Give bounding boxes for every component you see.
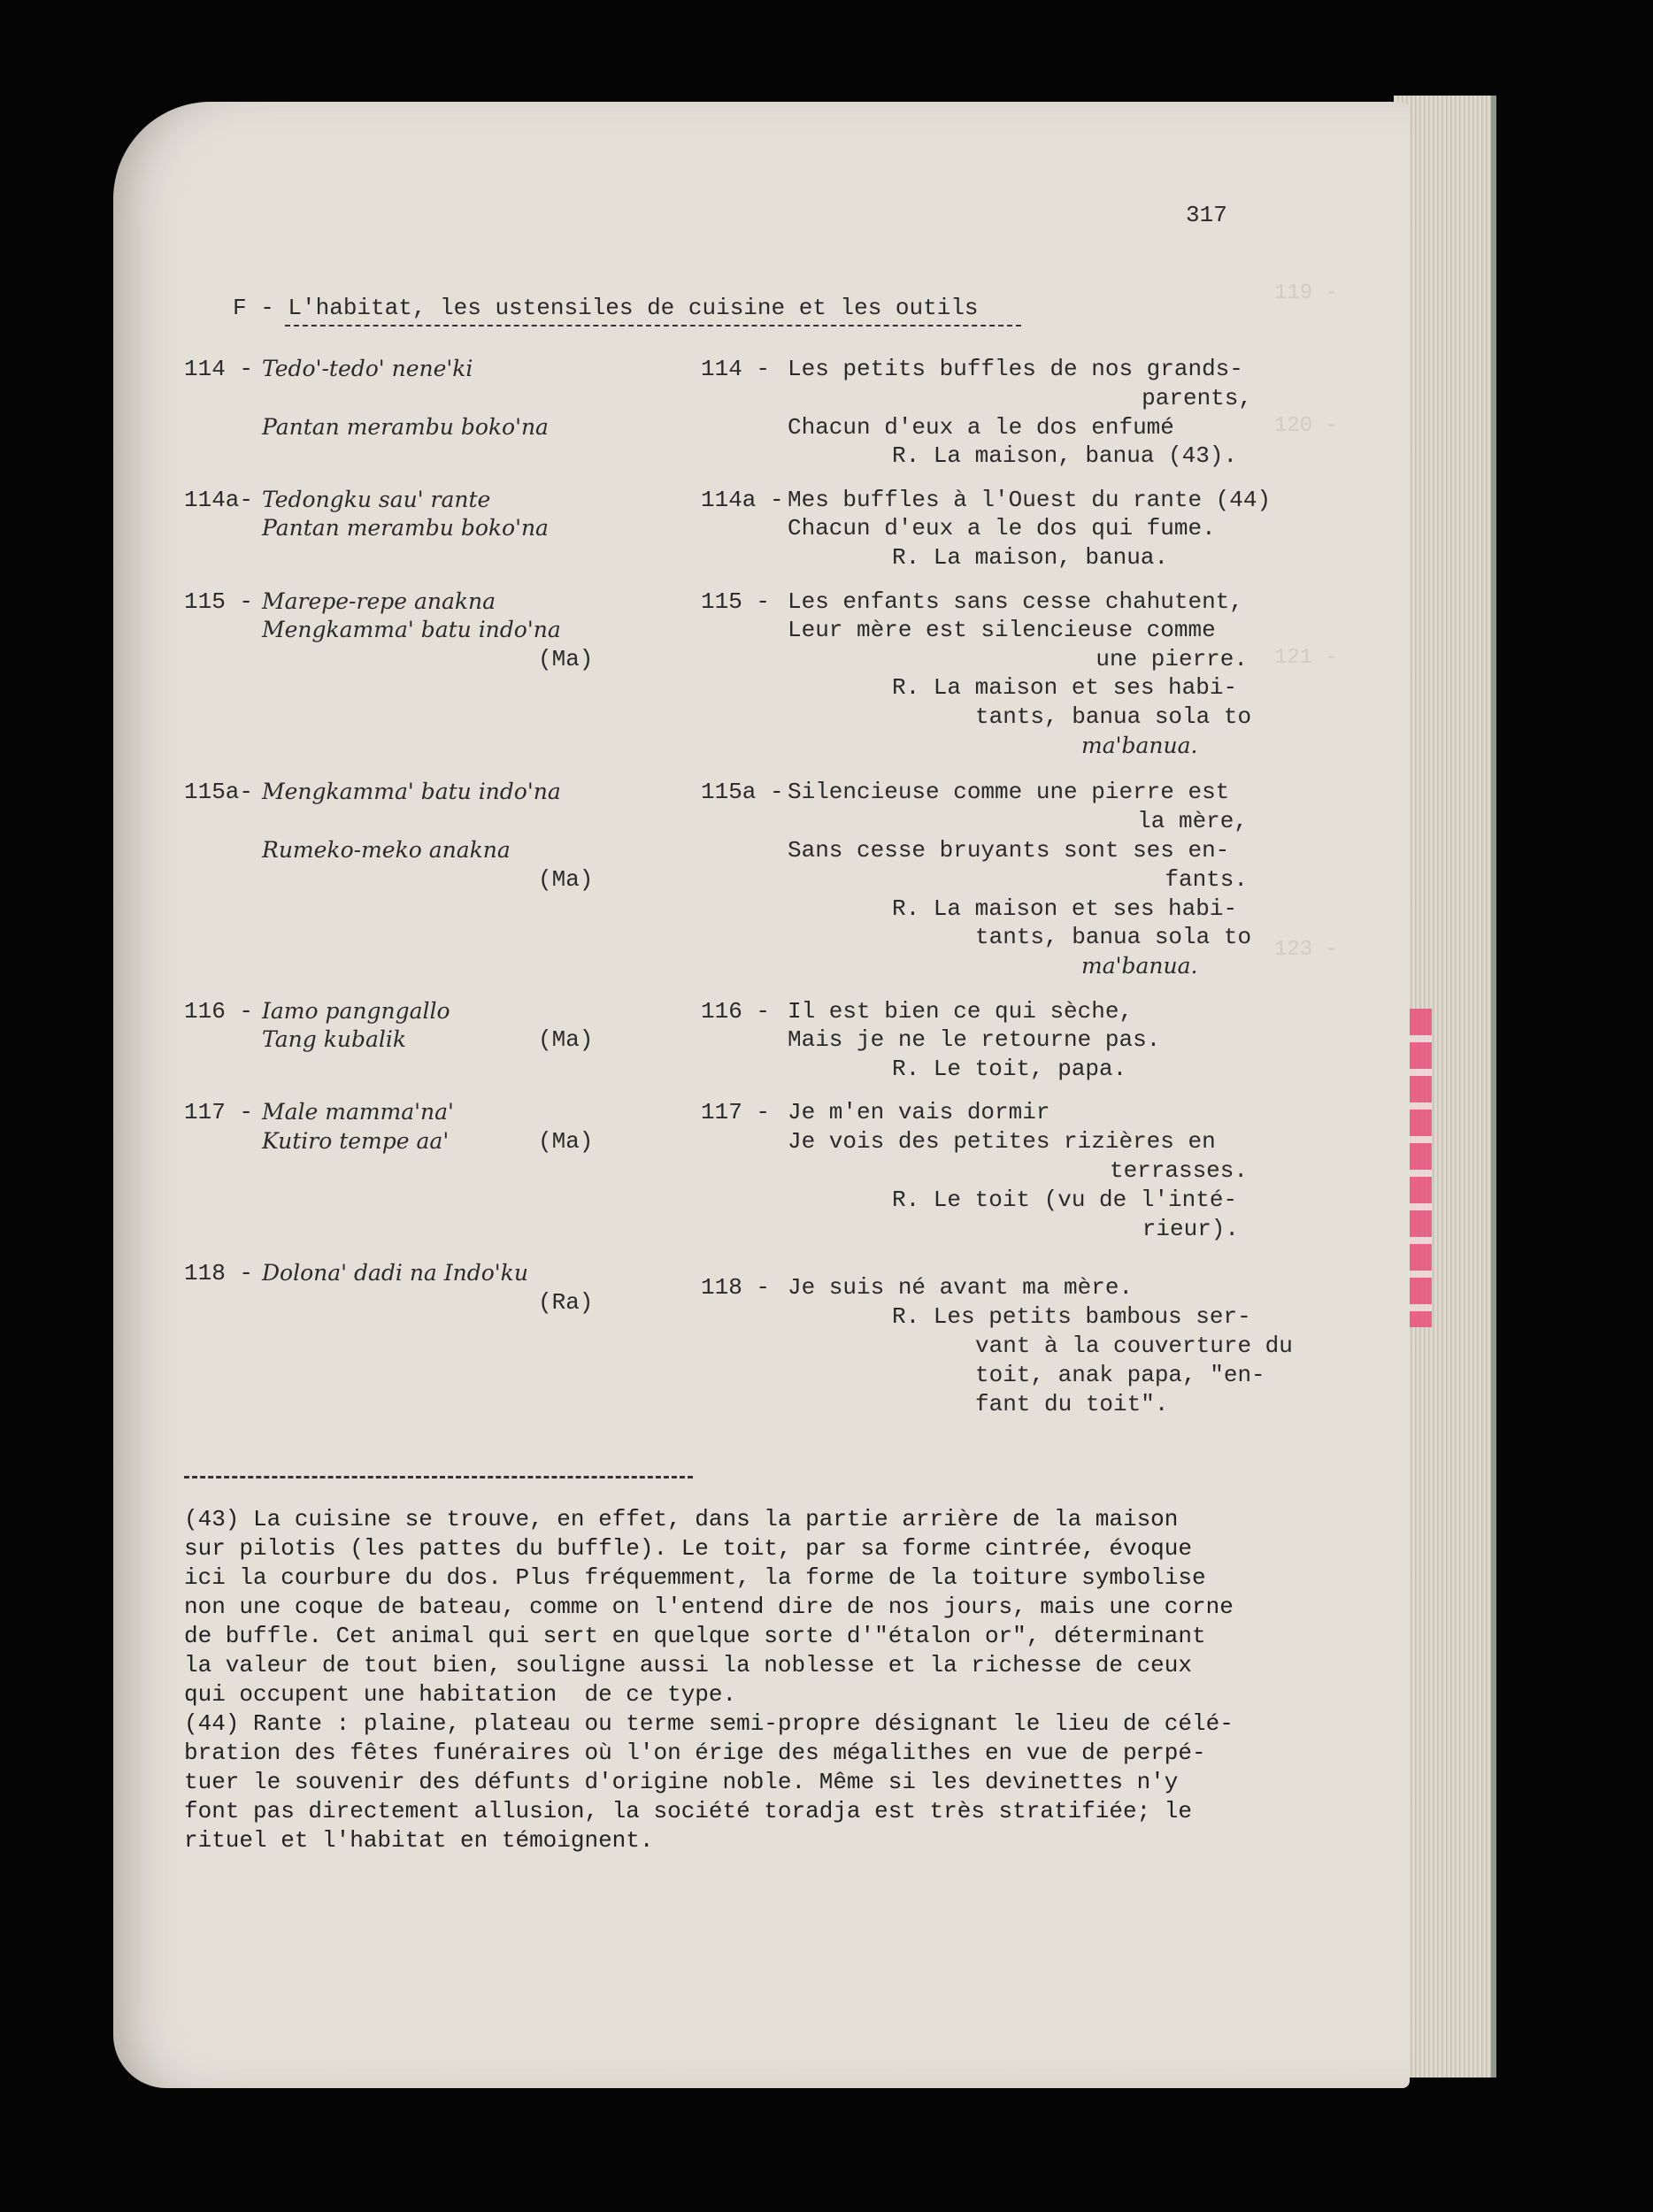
- footnote-separator: [184, 1476, 693, 1479]
- source-code: (Ma): [538, 646, 594, 672]
- toraja-line: Tedongku sau' rante: [262, 487, 491, 512]
- riddle-answer: tants, banua sola to: [975, 703, 1252, 730]
- french-line: Leur mère est silencieuse comme: [788, 617, 1216, 643]
- source-code: (Ma): [538, 866, 594, 893]
- french-line: Chacun d'eux a le dos enfumé: [788, 414, 1174, 441]
- footnote-line: qui occupent une habitation de ce type.: [184, 1681, 737, 1708]
- source-code: (Ma): [538, 1026, 594, 1053]
- entry-number-right: 118 -: [701, 1274, 771, 1301]
- riddle-answer: tants, banua sola to: [975, 924, 1252, 950]
- toraja-line: Mengkamma' batu indo'na: [262, 617, 561, 642]
- french-line: Les petits buffles de nos grands-: [788, 356, 1243, 382]
- entry-number-left: 118 -: [184, 1260, 254, 1286]
- entry-number-right: 114 -: [701, 356, 771, 382]
- heading-underline: [285, 325, 1021, 326]
- entry-number-right: 117 -: [701, 1099, 771, 1125]
- page-number: 317: [1186, 202, 1227, 228]
- entry-number-left: 116 -: [184, 998, 254, 1025]
- riddle-answer: R. Le toit (vu de l'inté-: [892, 1187, 1238, 1213]
- toraja-line: Kutiro tempe aa': [262, 1128, 450, 1154]
- bleed-through-text: 119 -: [1274, 281, 1339, 305]
- footnote-line: ici la courbure du dos. Plus fréquemment, la forme de la toiture symbolise: [184, 1564, 1206, 1591]
- riddle-answer: R. La maison, banua.: [892, 544, 1169, 571]
- french-line: Mes buffles à l'Ouest du rante (44): [788, 487, 1272, 513]
- footnote-line: non une coque de bateau, comme on l'entend dire de nos jours, mais une corne: [184, 1594, 1234, 1620]
- footnote-line: sur pilotis (les pattes du buffle). Le toit, par sa forme cintrée, évoque: [184, 1535, 1192, 1562]
- french-line: Je m'en vais dormir: [788, 1099, 1050, 1125]
- bleed-through-text: 123 -: [1274, 938, 1339, 962]
- footnote-line: bration des fêtes funéraires où l'on érige des mégalithes en vue de perpé-: [184, 1740, 1206, 1766]
- riddle-answer: R. Les petits bambous ser-: [892, 1303, 1251, 1330]
- toraja-line: Tang kubalik: [262, 1026, 406, 1052]
- footnote-line: de buffle. Cet animal qui sert en quelque sorte d'"étalon or", déterminant: [184, 1623, 1206, 1649]
- toraja-line: Rumeko-meko anakna: [262, 837, 511, 863]
- section-heading: F - L'habitat, les ustensiles de cuisine et les outils: [233, 295, 979, 321]
- toraja-line: Mengkamma' batu indo'na: [262, 779, 561, 804]
- source-code: (Ma): [538, 1128, 594, 1155]
- entry-number-right: 116 -: [701, 998, 771, 1025]
- riddle-answer: R. Le toit, papa.: [892, 1056, 1127, 1082]
- riddle-answer: R. La maison et ses habi-: [892, 895, 1238, 922]
- riddle-answer: R. La maison et ses habi-: [892, 674, 1238, 701]
- french-line: la mère,: [1137, 808, 1248, 834]
- toraja-line: Male mamma'na': [262, 1099, 454, 1125]
- entry-number-left: 114a-: [184, 487, 254, 513]
- footnote-line: la valeur de tout bien, souligne aussi la noblesse et la richesse de ceux: [184, 1652, 1192, 1678]
- french-line: Silencieuse comme une pierre est: [788, 779, 1230, 805]
- entry-number-left: 115a-: [184, 779, 254, 805]
- entry-number-left: 114 -: [184, 356, 254, 382]
- riddle-answer: vant à la couverture du: [975, 1333, 1293, 1359]
- french-line: une pierre.: [1096, 646, 1248, 672]
- entry-number-right: 115 -: [701, 588, 771, 615]
- french-line: Je suis né avant ma mère.: [788, 1274, 1134, 1301]
- footnote-line: font pas directement allusion, la société toradja est très stratifiée; le: [184, 1798, 1192, 1824]
- toraja-line: Pantan merambu boko'na: [262, 414, 549, 440]
- page-marker-tab: [1409, 1009, 1432, 1327]
- source-code: (Ra): [538, 1289, 594, 1316]
- toraja-line: Marepe-repe anakna: [262, 588, 496, 614]
- entry-number-left: 115 -: [184, 588, 254, 615]
- footnote-line: rituel et l'habitat en témoignent.: [184, 1827, 654, 1854]
- french-line: terrasses.: [1109, 1157, 1248, 1184]
- riddle-answer: fant du toit".: [975, 1391, 1169, 1417]
- french-line: Les enfants sans cesse chahutent,: [788, 588, 1243, 615]
- riddle-answer: ma'banua.: [1081, 733, 1198, 758]
- footnote-line: (43) La cuisine se trouve, en effet, dans la partie arrière de la maison: [184, 1506, 1179, 1532]
- riddle-answer: ma'banua.: [1081, 953, 1198, 979]
- entry-number-right: 115a -: [701, 779, 784, 805]
- footnote-line: (44) Rante : plaine, plateau ou terme semi-propre désignant le lieu de célé-: [184, 1710, 1234, 1737]
- bleed-through-text: 120 -: [1274, 414, 1339, 438]
- footnote-line: tuer le souvenir des défunts d'origine noble. Même si les devinettes n'y: [184, 1769, 1179, 1795]
- toraja-line: Iamo pangngallo: [262, 998, 450, 1024]
- french-line: Chacun d'eux a le dos qui fume.: [788, 515, 1216, 541]
- entry-number-left: 117 -: [184, 1099, 254, 1125]
- french-line: Je vois des petites rizières en: [788, 1128, 1216, 1155]
- french-line: Mais je ne le retourne pas.: [788, 1026, 1161, 1053]
- french-line: Il est bien ce qui sèche,: [788, 998, 1134, 1025]
- entry-number-right: 114a -: [701, 487, 784, 513]
- toraja-line: Tedo'-tedo' nene'ki: [262, 356, 473, 381]
- riddle-answer: R. La maison, banua (43).: [892, 442, 1238, 469]
- riddle-answer: toit, anak papa, "en-: [975, 1362, 1265, 1388]
- riddle-answer: rieur).: [1142, 1216, 1239, 1242]
- french-line: parents,: [1142, 385, 1252, 411]
- french-line: Sans cesse bruyants sont ses en-: [788, 837, 1230, 864]
- toraja-line: Pantan merambu boko'na: [262, 515, 549, 541]
- bleed-through-text: 121 -: [1274, 646, 1339, 670]
- french-line: fants.: [1165, 866, 1248, 893]
- toraja-line: Dolona' dadi na Indo'ku: [262, 1260, 528, 1286]
